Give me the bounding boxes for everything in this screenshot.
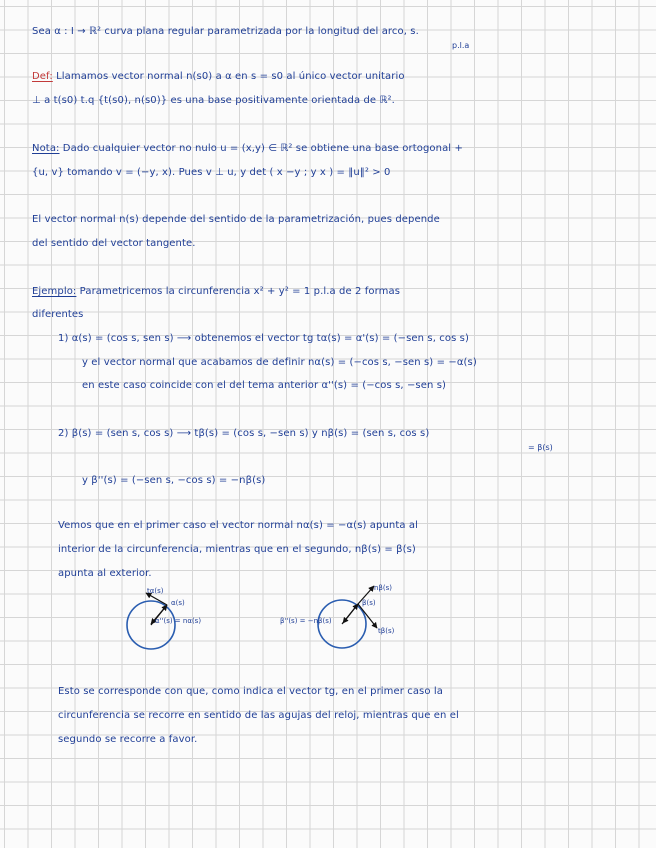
pla-note: p.l.a	[452, 41, 470, 50]
example-line-2: diferentes	[32, 309, 84, 320]
case-2-note: = β(s)	[528, 443, 553, 452]
conclusion-line-1: Vemos que en el primer caso el vector normal nα(s) = −α(s) apunta al	[58, 520, 418, 531]
label-normal-left: α''(s) = nα(s)	[155, 617, 202, 625]
paragraph-line-1: El vector normal n(s) depende del sentido de la parametrización, pues depende	[32, 214, 440, 225]
conclusion-line-2: interior de la circunferencia, mientras que en el segundo, nβ(s) = β(s)	[58, 544, 416, 555]
conclusion-line-3: apunta al exterior.	[58, 568, 152, 579]
label-normal-right: nβ(s)	[374, 584, 393, 592]
case-2-line-1: 2) β(s) = (sen s, cos s) ⟶ tβ(s) = (cos s, −sen s) y nβ(s) = (sen s, cos s)	[58, 428, 430, 439]
label-tangent-left: tα(s)	[147, 587, 164, 595]
label-position-left: α(s)	[171, 599, 185, 607]
figure-right	[280, 584, 395, 648]
case-1-line-2: y el vector normal que acabamos de definir nα(s) = (−cos s, −sen s) = −α(s)	[82, 357, 477, 368]
label-second-derivative-right: β''(s) = −nβ(s)	[280, 617, 332, 625]
definition-line-2: ⊥ a t(s0) t.q {t(s0), n(s0)} es una base positivamente orientada de ℝ².	[32, 95, 395, 106]
case-2-line-2: y β''(s) = (−sen s, −cos s) = −nβ(s)	[82, 475, 266, 486]
example-label: Ejemplo:	[32, 286, 77, 297]
label-position-right: β(s)	[362, 599, 376, 607]
note-line-2: {u, v} tomando v = (−y, x). Pues v ⊥ u, y det ( x −y ; y x ) = ‖u‖² > 0	[32, 167, 391, 178]
final-line-1: Esto se corresponde con que, como indica el vector tg, en el primer caso la	[58, 686, 443, 697]
case-1-line-1: 1) α(s) = (cos s, sen s) ⟶ obtenemos el vector tg tα(s) = α'(s) = (−sen s, cos s)	[58, 333, 469, 344]
final-line-2: circunferencia se recorre en sentido de las agujas del reloj, mientras que en el	[58, 710, 459, 721]
final-line-3: segundo se recorre a favor.	[58, 734, 198, 745]
example-text-1: Parametricemos la circunferencia x² + y² = 1 p.l.a de 2 formas	[76, 286, 401, 297]
tangent-vector-right	[358, 604, 377, 628]
definition-text-1: Llamamos vector normal n(s0) a α en s = s0 al único vector unitario	[52, 71, 405, 82]
label-tangent-right: tβ(s)	[378, 627, 395, 635]
line-1-text: Sea α : I → ℝ² curva plana regular parametrizada por la longitud del arco, s.	[32, 26, 419, 37]
def-label: Def:	[32, 71, 53, 82]
figure-left	[127, 587, 201, 649]
case-1-line-3: en este caso coincide con el del tema anterior α''(s) = (−cos s, −sen s)	[82, 380, 447, 391]
second-derivative-right	[343, 604, 358, 623]
paragraph-line-2: del sentido del vector tangente.	[32, 238, 196, 249]
note-text-1: Dado cualquier vector no nulo u = (x,y) ∈ ℝ² se obtiene una base ortogonal +	[59, 143, 463, 154]
note-label: Nota:	[32, 143, 60, 154]
